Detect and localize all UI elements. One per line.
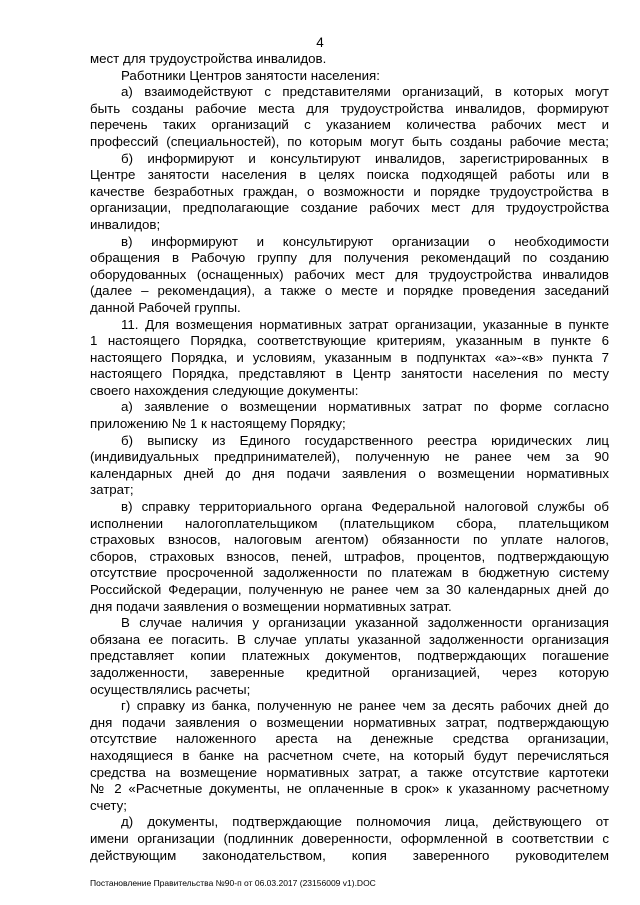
text-line: приложению № 1 к настоящему Порядку; <box>90 416 346 432</box>
text-line: а) заявление о возмещении нормативных затрат по форме согласно <box>121 399 609 415</box>
text-line: счету; <box>90 797 127 813</box>
text-line: Российской Федерации, полученную не ранее чем за 30 календарных дней до <box>90 582 609 597</box>
text-line: настоящего Порядка, представляют в Центр занятости населения по месту <box>90 366 609 382</box>
document-body <box>90 51 609 864</box>
text-line: г) справку из банка, полученную не ранее чем за десять рабочих дней до <box>121 698 609 714</box>
text-line: данной Рабочей группы. <box>90 299 241 315</box>
text-line: перечень таких организаций с указанием количества рабочих мест и <box>90 117 609 133</box>
text-line: своего нахождения следующие документы: <box>90 382 359 398</box>
text-line: мест для трудоустройства инвалидов. <box>90 51 327 66</box>
text-line: В случае наличия у организации указанной задолженности организация <box>121 615 609 631</box>
text-line: имени организации (подлинник доверенности, оформленной в соответствии с <box>90 830 609 846</box>
text-line: средства на возмещение нормативных затрат, а также отсутствие картотеки <box>90 764 609 780</box>
text-line: № 2 «Расчетные документы, не оплаченные в срок» к указанному расчетному <box>90 781 609 797</box>
text-line: находящиеся в банке на расчетном счете, на который будут перечисляться <box>90 747 609 763</box>
text-line: Работники Центров занятости населения: <box>121 67 380 83</box>
text-line: обязана ее погасить. В случае уплаты указанной задолженности организация <box>90 631 609 647</box>
text-line: оборудованных (оснащенных) рабочих мест для трудоустройства инвалидов <box>90 266 609 282</box>
page-number: 4 <box>316 35 324 50</box>
text-line: затрат; <box>90 482 134 498</box>
text-line: действующим законодательством, копия заверенного руководителем <box>90 847 609 863</box>
text-line: отсутствие наложенного ареста на денежные средства организации, <box>90 731 609 747</box>
text-line: сборов, страховых взносов, пеней, штрафов, процентов, подтверждающую <box>90 548 609 564</box>
text-line: в) информируют и консультируют организации о необходимости <box>121 233 609 249</box>
text-line: профессий (специальностей), по которым могут быть созданы рабочие места; <box>90 133 609 149</box>
document-footer: Постановление Правительства №90-п от 06.03.2017 (23156009 v1).DOC <box>90 878 376 888</box>
text-line: 1 настоящего Порядка, соответствующие критериям, указанным в пункте 6 <box>90 333 609 349</box>
text-line: Центре занятости населения в целях поиска подходящей работы или в <box>90 167 609 183</box>
text-line: дня подачи заявления о возмещении нормативных затрат, подтверждающую <box>90 714 609 730</box>
text-line: осуществлялись расчеты; <box>90 681 251 697</box>
text-line: страховых взносов, налоговым агентом) обязанности по уплате налогов, <box>90 532 609 548</box>
text-line: качестве безработных граждан, о возможности и порядке трудоустройства в <box>90 183 609 199</box>
text-line: (далее – рекомендация), а также о месте и порядке проведения заседаний <box>90 283 609 299</box>
text-line: 11. Для возмещения нормативных затрат организации, указанные в пункте <box>121 316 609 332</box>
text-line: отсутствие просроченной задолженности по платежам в бюджетную систему <box>90 565 609 581</box>
text-line: а) взаимодействуют с представителями организаций, в которых могут <box>121 84 609 100</box>
text-line: настоящего Порядка, и условиям, указанным в подпунктах «а»-«в» пункта 7 <box>90 349 609 365</box>
text-line: задолженности, заверенные кредитной организацией, через которую <box>90 664 609 680</box>
text-line: исполнении налогоплательщиком (плательщиком сбора, плательщиком <box>90 515 609 531</box>
text-line: б) выписку из Единого государственного реестра юридических лиц <box>121 432 609 448</box>
text-line: дня подачи заявления о возмещении нормативных затрат. <box>90 598 452 614</box>
text-line: календарных дней до дня подачи заявления о возмещении нормативных <box>90 465 609 481</box>
text-line: в) справку территориального органа Федеральной налоговой службы об <box>121 499 609 515</box>
text-line: обращения в Рабочую группу для получения рекомендаций по созданию <box>90 250 609 266</box>
text-line: организации, предполагающие создание рабочих мест для трудоустройства <box>90 200 609 216</box>
text-line: д) документы, подтверждающие полномочия лица, действующего от <box>121 814 609 830</box>
text-line: представляет копии платежных документов, подтверждающих погашение <box>90 648 609 664</box>
text-line: б) информируют и консультируют инвалидов, зарегистрированных в <box>121 150 609 166</box>
text-line: быть созданы рабочие места для трудоустройства инвалидов, формируют <box>90 100 609 116</box>
text-line: инвалидов; <box>90 216 161 232</box>
text-line: (индивидуальных предпринимателей), полученную не ранее чем за 90 <box>90 449 609 465</box>
